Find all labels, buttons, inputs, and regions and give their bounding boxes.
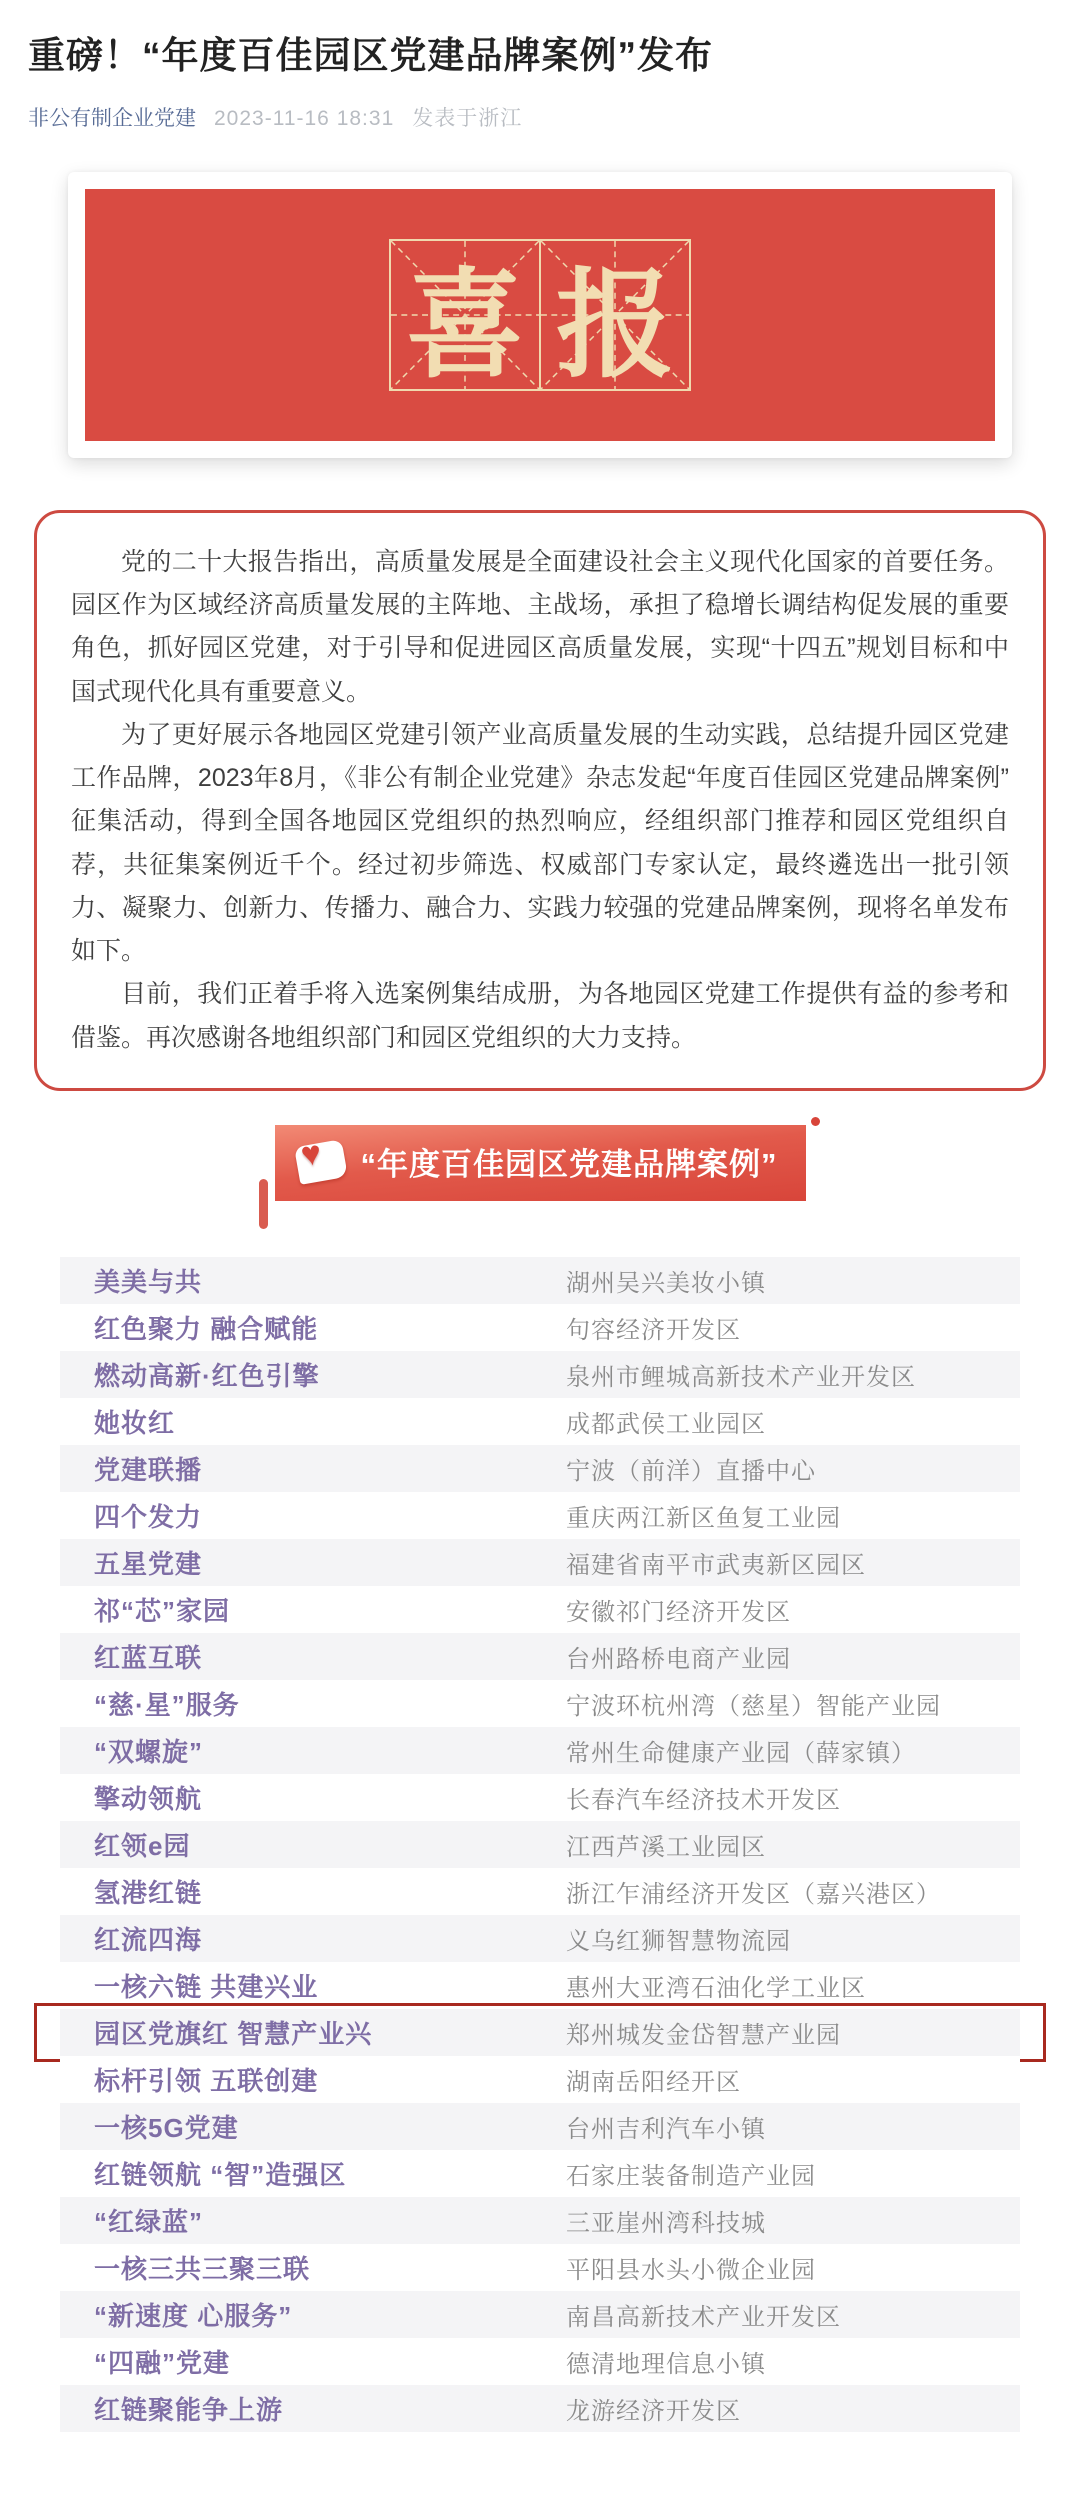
park-name-cell: 长春汽车经济技术开发区 xyxy=(566,1786,841,1814)
table-row xyxy=(60,1539,1020,1586)
brand-name-cell: 祁“芯”家园 xyxy=(94,1595,231,1626)
brand-name-cell: 红流四海 xyxy=(94,1924,203,1955)
park-name-cell: 德清地理信息小镇 xyxy=(566,2350,766,2378)
brand-name-cell: 一核三共三聚三联 xyxy=(94,2253,311,2284)
section-badge-wrap xyxy=(28,1125,1052,1201)
publish-location: 发表于浙江 xyxy=(412,106,523,130)
good-news-banner-image[interactable] xyxy=(68,172,1012,458)
park-name-cell: 台州路桥电商产业园 xyxy=(566,1645,791,1673)
park-name-cell: 湖州吴兴美妆小镇 xyxy=(566,1269,766,1297)
brand-name-cell: 红蓝互联 xyxy=(94,1642,203,1673)
table-row xyxy=(60,2197,1020,2244)
table-row xyxy=(60,1445,1020,1492)
brand-name-cell: 红色聚力 融合赋能 xyxy=(94,1313,319,1344)
park-name-cell: 台州吉利汽车小镇 xyxy=(566,2115,766,2143)
byline xyxy=(28,102,1052,132)
park-name-cell: 句容经济开发区 xyxy=(566,1316,741,1344)
park-name-cell: 龙游经济开发区 xyxy=(566,2397,741,2425)
table-row-highlighted xyxy=(60,2009,1020,2056)
table-row xyxy=(60,2103,1020,2150)
brand-name-cell: 园区党旗红 智慧产业兴 xyxy=(94,2018,373,2049)
brand-name-cell: 红领e园 xyxy=(94,1830,191,1861)
account-name-link[interactable]: 非公有制企业党建 xyxy=(28,106,196,130)
brand-name-cell: 四个发力 xyxy=(94,1501,203,1532)
page-title: 重磅！“年度百佳园区党建品牌案例”发布 xyxy=(28,35,713,76)
brand-name-cell: 一核5G党建 xyxy=(94,2112,239,2143)
park-name-cell: 安徽祁门经济开发区 xyxy=(566,1598,791,1626)
brand-name-cell: “慈·星”服务 xyxy=(94,1689,240,1720)
park-name-cell: 义乌红狮智慧物流园 xyxy=(566,1927,791,1955)
banner-char-bao: 报 xyxy=(555,255,674,394)
park-name-cell: 泉州市鲤城高新技术产业开发区 xyxy=(566,1363,916,1391)
intro-paragraph-1: 党的二十大报告指出，高质量发展是全面建设社会主义现代化国家的首要任务。园区作为区域经济高质量发展的主阵地、主战场，承担了稳增长调结构促发展的重要角色，抓好园区党建，对于引导和促进园区高质量发展，实现“十四五”规划目标和中国式现代化具有重要意义。 xyxy=(71,547,1009,706)
brand-name-cell: 美美与共 xyxy=(94,1266,203,1297)
badge-accent-bar xyxy=(259,1179,268,1229)
table-row xyxy=(60,1774,1020,1821)
table-row xyxy=(60,1680,1020,1727)
table-row xyxy=(60,1633,1020,1680)
park-name-cell: 江西芦溪工业园区 xyxy=(566,1833,766,1861)
calligraphy-grid-box xyxy=(539,239,691,394)
park-name-cell: 常州生命健康产业园（薛家镇） xyxy=(566,1739,916,1767)
brand-name-cell: 红链聚能争上游 xyxy=(94,2394,284,2425)
table-row xyxy=(60,1398,1020,1445)
table-row xyxy=(60,2056,1020,2103)
banner-red-background xyxy=(85,189,995,441)
publish-timestamp: 2023-11-16 18:31 xyxy=(214,106,395,130)
table-row xyxy=(60,2291,1020,2338)
table-row xyxy=(60,2150,1020,2197)
park-name-cell: 惠州大亚湾石油化学工业区 xyxy=(566,1974,866,2002)
brand-name-cell: 标杆引领 五联创建 xyxy=(94,2065,319,2096)
park-name-cell: 宁波（前洋）直播中心 xyxy=(566,1457,816,1485)
brand-name-cell: “红绿蓝” xyxy=(94,2206,204,2237)
table-row xyxy=(60,1962,1020,2009)
intro-paragraph-3: 目前，我们正着手将入选案例集结成册，为各地园区党建工作提供有益的参考和借鉴。再次感谢各地组织部门和园区党组织的大力支持。 xyxy=(71,980,1009,1052)
brand-name-cell: “新速度 心服务” xyxy=(94,2300,293,2331)
brand-name-cell: 党建联播 xyxy=(94,1454,203,1485)
table-row xyxy=(60,1351,1020,1398)
park-name-cell: 宁波环杭州湾（慈星）智能产业园 xyxy=(566,1692,941,1720)
intro-text-box xyxy=(34,510,1046,1091)
brand-name-cell: 红链领航 “智”造强区 xyxy=(94,2159,347,2190)
table-row xyxy=(60,1868,1020,1915)
banner-char-xi: 喜 xyxy=(405,255,524,394)
brand-name-cell: 她妆红 xyxy=(94,1407,176,1438)
table-row xyxy=(60,1821,1020,1868)
intro-paragraph-2: 为了更好展示各地园区党建引领产业高质量发展的生动实践，总结提升园区党建工作品牌，2023年8月，《非公有制企业党建》杂志发起“年度百佳园区党建品牌案例”征集活动，得到全国各地园区党组织的热烈响应，经组织部门推荐和园区党组织自荐，共征集案例近千个。经过初步筛选、权威部门专家认定，最终遴选出一批引领力、凝聚力、创新力、传播力、融合力、实践力较强的党建品牌案例，现将名单发布如下。 xyxy=(71,720,1009,966)
table-row xyxy=(60,2385,1020,2432)
brand-name-cell: 燃动高新·红色引擎 xyxy=(94,1360,320,1391)
brand-name-cell: 氢港红链 xyxy=(94,1877,203,1908)
park-name-cell: 平阳县水头小微企业园 xyxy=(566,2256,816,2284)
brand-name-cell: “四融”党建 xyxy=(94,2347,231,2378)
table-row xyxy=(60,2244,1020,2291)
park-name-cell: 重庆两江新区鱼复工业园 xyxy=(566,1504,841,1532)
park-name-cell: 湖南岳阳经开区 xyxy=(566,2068,741,2096)
section-badge-label: “年度百佳园区党建品牌案例” xyxy=(360,1147,778,1183)
brand-name-cell: 一核六链 共建兴业 xyxy=(94,1971,319,2002)
brand-name-cell: 擎动领航 xyxy=(94,1783,203,1814)
table-row xyxy=(60,1304,1020,1351)
heart-card-icon: ♥ xyxy=(295,1139,347,1185)
park-name-cell: 成都武侯工业园区 xyxy=(566,1410,766,1438)
table-row xyxy=(60,2338,1020,2385)
badge-accent-dot xyxy=(811,1117,820,1126)
table-row xyxy=(60,1586,1020,1633)
park-name-cell: 福建省南平市武夷新区园区 xyxy=(566,1551,866,1579)
park-name-cell: 浙江乍浦经济开发区（嘉兴港区） xyxy=(566,1880,941,1908)
table-row xyxy=(60,1492,1020,1539)
table-row xyxy=(60,1257,1020,1304)
section-badge xyxy=(275,1125,806,1201)
park-name-cell: 南昌高新技术产业开发区 xyxy=(566,2303,841,2331)
brand-name-cell: 五星党建 xyxy=(94,1548,203,1579)
park-name-cell: 三亚崖州湾科技城 xyxy=(566,2209,766,2237)
calligraphy-grid-box xyxy=(389,239,541,394)
table-row xyxy=(60,1727,1020,1774)
park-name-cell: 石家庄装备制造产业园 xyxy=(566,2162,816,2190)
park-name-cell: 郑州城发金岱智慧产业园 xyxy=(566,2021,841,2049)
brand-table xyxy=(60,1257,1020,2432)
table-row xyxy=(60,1915,1020,1962)
brand-name-cell: “双螺旋” xyxy=(94,1736,204,1767)
